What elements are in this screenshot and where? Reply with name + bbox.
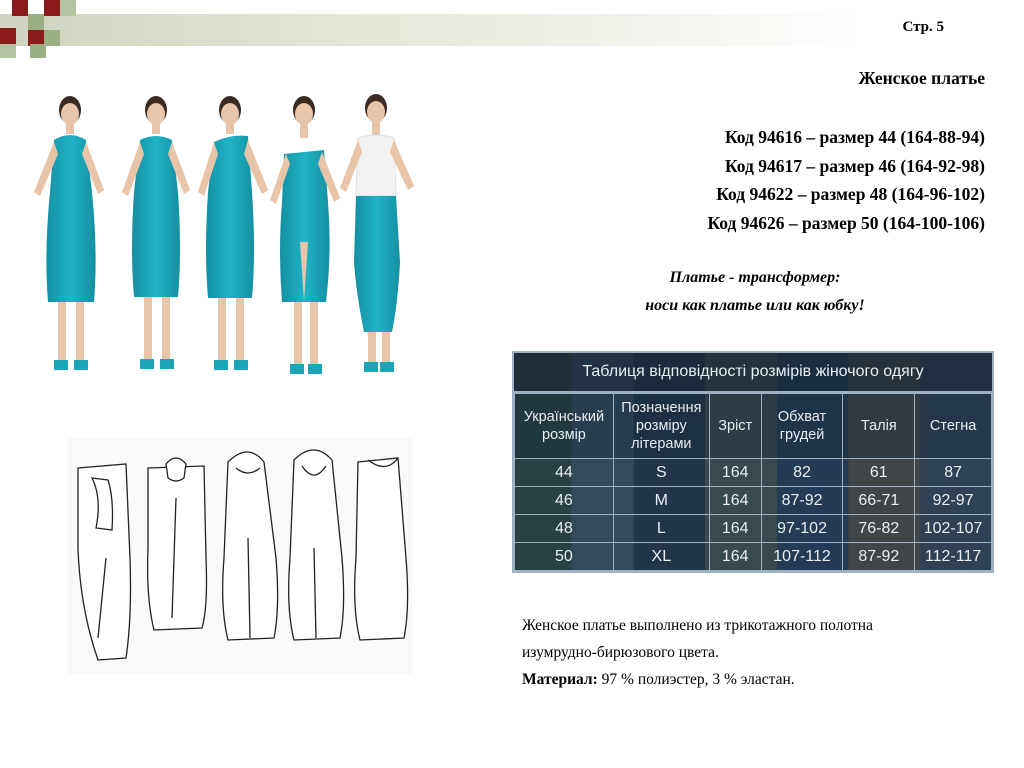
model-figure xyxy=(270,96,340,374)
table-cell: 164 xyxy=(709,487,761,515)
size-table-caption: Таблиця відповідності розмірів жіночого одягу xyxy=(514,353,992,393)
product-code: Код 94622 – размер 48 (164-96-102) xyxy=(716,184,985,204)
table-cell: 97-102 xyxy=(761,515,843,543)
description-line: Женское платье выполнено из трикотажного полотна xyxy=(522,617,873,634)
table-row xyxy=(515,487,992,515)
page-number: Стр. 5 xyxy=(902,19,944,35)
column-header: Український розмір xyxy=(515,394,614,459)
table-cell: XL xyxy=(613,543,709,571)
table-cell: 82 xyxy=(761,459,843,487)
table-cell: 44 xyxy=(515,459,614,487)
sketch-figure xyxy=(78,464,131,660)
table-cell: 112-117 xyxy=(915,543,992,571)
table-cell: 76-82 xyxy=(843,515,915,543)
column-header: Позначення розміру літерами xyxy=(613,394,709,459)
material-value: 97 % полиэстер, 3 % эластан. xyxy=(597,671,795,688)
column-header: Талія xyxy=(843,394,915,459)
table-cell: 107-112 xyxy=(761,543,843,571)
model-figure xyxy=(34,96,104,370)
table-row xyxy=(515,515,992,543)
table-cell: 87 xyxy=(915,459,992,487)
table-cell: 48 xyxy=(515,515,614,543)
model-figure xyxy=(198,96,268,370)
material-line xyxy=(522,666,873,693)
header-bar xyxy=(0,14,860,46)
table-cell: 87-92 xyxy=(761,487,843,515)
material-label: Материал: xyxy=(522,671,598,688)
table-cell: L xyxy=(613,515,709,543)
table-cell: M xyxy=(613,487,709,515)
product-description xyxy=(522,612,873,693)
table-cell: 164 xyxy=(709,459,761,487)
model-figure xyxy=(340,94,414,372)
technical-sketches xyxy=(68,438,412,674)
table-cell: 92-97 xyxy=(915,487,992,515)
table-header-row xyxy=(515,394,992,459)
column-header: Стегна xyxy=(915,394,992,459)
table-cell: 66-71 xyxy=(843,487,915,515)
size-table xyxy=(512,351,994,573)
product-title: Женское платье xyxy=(858,68,985,88)
product-info xyxy=(707,68,985,237)
slogan-line: Платье - трансформер: xyxy=(669,269,841,286)
model-photos xyxy=(18,92,428,382)
sketch-figure xyxy=(355,458,408,640)
size-table-grid xyxy=(514,393,992,571)
table-row xyxy=(515,459,992,487)
product-code: Код 94626 – размер 50 (164-100-106) xyxy=(707,212,985,233)
table-cell: 87-92 xyxy=(843,543,915,571)
description-line: изумрудно-бирюзового цвета. xyxy=(522,644,719,661)
column-header: Обхват грудей xyxy=(761,394,843,459)
sketch-figure xyxy=(289,450,344,640)
sketch-figure xyxy=(148,458,207,630)
product-code: Код 94617 – размер 46 (164-92-98) xyxy=(724,155,985,176)
slogan-line: носи как платье или как юбку! xyxy=(645,297,865,314)
slogan xyxy=(560,264,950,320)
table-cell: 102-107 xyxy=(915,515,992,543)
table-cell: 50 xyxy=(515,543,614,571)
product-code: Код 94616 – размер 44 (164-88-94) xyxy=(724,127,985,147)
table-row xyxy=(515,543,992,571)
table-cell: 61 xyxy=(843,459,915,487)
sketch-figure xyxy=(223,452,278,640)
table-cell: 164 xyxy=(709,515,761,543)
model-figure xyxy=(122,96,190,369)
table-cell: 46 xyxy=(515,487,614,515)
table-cell: 164 xyxy=(709,543,761,571)
column-header: Зріст xyxy=(709,394,761,459)
table-cell: S xyxy=(613,459,709,487)
